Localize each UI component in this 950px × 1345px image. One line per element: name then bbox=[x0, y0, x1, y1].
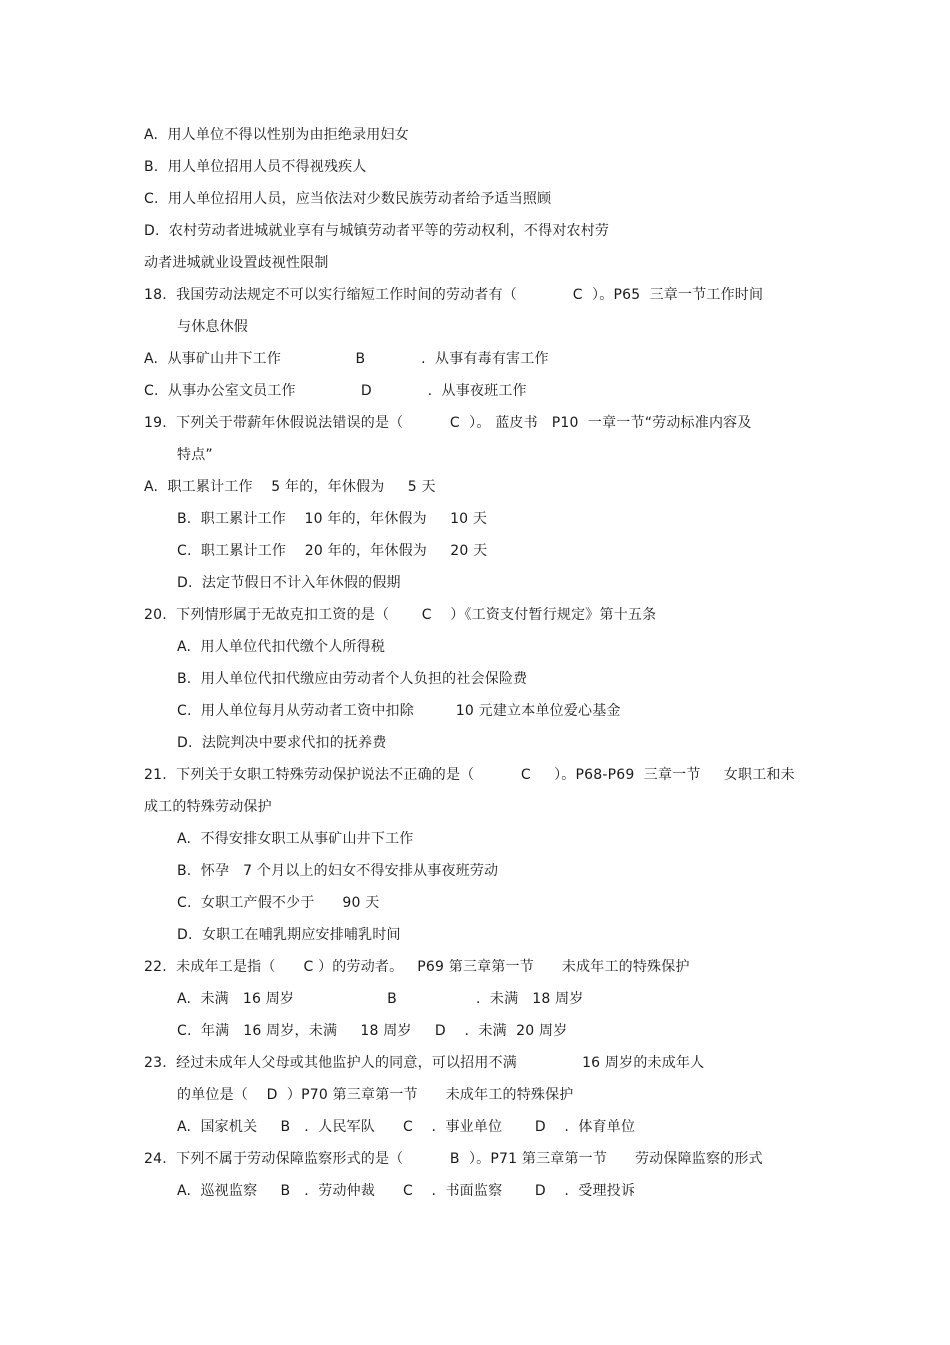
option-line: A. 未满 16 周岁 B . 未满 18 周岁 bbox=[177, 991, 584, 1007]
option-line: C. 女职工产假不少于 90 天 bbox=[177, 895, 380, 911]
option-line: A. 巡视监察 B . 劳动仲裁 C . 书面监察 D . 受理投诉 bbox=[177, 1183, 636, 1199]
question-22: 22. 未成年工是指（ C ）的劳动者。 P69 第三章第一节 未成年工的特殊保护 bbox=[144, 959, 690, 975]
option-line: B. 用人单位代扣代缴应由劳动者个人负担的社会保险费 bbox=[177, 671, 528, 687]
text-line: A. 用人单位不得以性别为由拒绝录用妇女 bbox=[144, 127, 409, 143]
option-line: C. 从事办公室文员工作 D . 从事夜班工作 bbox=[144, 383, 527, 399]
option-line: D. 法院判决中要求代扣的抚养费 bbox=[177, 735, 387, 751]
option-line: B. 职工累计工作 10 年的，年休假为 10 天 bbox=[177, 511, 488, 527]
text-line: B. 用人单位招用人员不得视残疾人 bbox=[144, 159, 367, 175]
question-20: 20. 下列情形属于无故克扣工资的是（ C ）《工资支付暂行规定》第十五条 bbox=[144, 607, 657, 623]
question-23: 23. 经过未成年人父母或其他监护人的同意，可以招用不满 16 周岁的未成年人 bbox=[144, 1055, 705, 1071]
question-18: 18. 我国劳动法规定不可以实行缩短工作时间的劳动者有（ C ）。P65 三章一节工作时间 bbox=[144, 287, 764, 303]
option-line: A. 职工累计工作 5 年的，年休假为 5 天 bbox=[144, 479, 436, 495]
text-line: 成工的特殊劳动保护 bbox=[144, 799, 272, 815]
text-line: 与休息休假 bbox=[177, 319, 248, 335]
text-line: 特点” bbox=[177, 447, 213, 463]
question-24: 24. 下列不属于劳动保障监察形式的是（ B ）。P71 第三章第一节 劳动保障监察的形式 bbox=[144, 1151, 763, 1167]
option-line: C. 职工累计工作 20 年的，年休假为 20 天 bbox=[177, 543, 488, 559]
option-line: A. 用人单位代扣代缴个人所得税 bbox=[177, 639, 386, 655]
option-line: C. 年满 16 周岁，未满 18 周岁 D . 未满 20 周岁 bbox=[177, 1023, 568, 1039]
text-line: 的单位是（ D ）P70 第三章第一节 未成年工的特殊保护 bbox=[177, 1087, 574, 1103]
text-line: C. 用人单位招用人员，应当依法对少数民族劳动者给予适当照顾 bbox=[144, 191, 552, 207]
option-line: D. 女职工在哺乳期应安排哺乳时间 bbox=[177, 927, 401, 943]
option-line: C. 用人单位每月从劳动者工资中扣除 10 元建立本单位爱心基金 bbox=[177, 703, 621, 719]
text-line: D. 农村劳动者进城就业享有与城镇劳动者平等的劳动权利，不得对农村劳 bbox=[144, 223, 610, 239]
text-line: 动者进城就业设置歧视性限制 bbox=[144, 255, 329, 271]
option-line: D. 法定节假日不计入年休假的假期 bbox=[177, 575, 401, 591]
question-19: 19. 下列关于带薪年休假说法错误的是（ C ）。 蓝皮书 P10 一章一节“劳动标准内容及 bbox=[144, 415, 752, 431]
option-line: B. 怀孕 7 个月以上的妇女不得安排从事夜班劳动 bbox=[177, 863, 499, 879]
option-line: A. 国家机关 B . 人民军队 C . 事业单位 D . 体育单位 bbox=[177, 1119, 636, 1135]
option-line: A. 从事矿山井下工作 B . 从事有毒有害工作 bbox=[144, 351, 549, 367]
question-21: 21. 下列关于女职工特殊劳动保护说法不正确的是（ C ）。P68-P69 三章一节 女职工和未 bbox=[144, 767, 795, 783]
option-line: A. 不得安排女职工从事矿山井下工作 bbox=[177, 831, 414, 847]
